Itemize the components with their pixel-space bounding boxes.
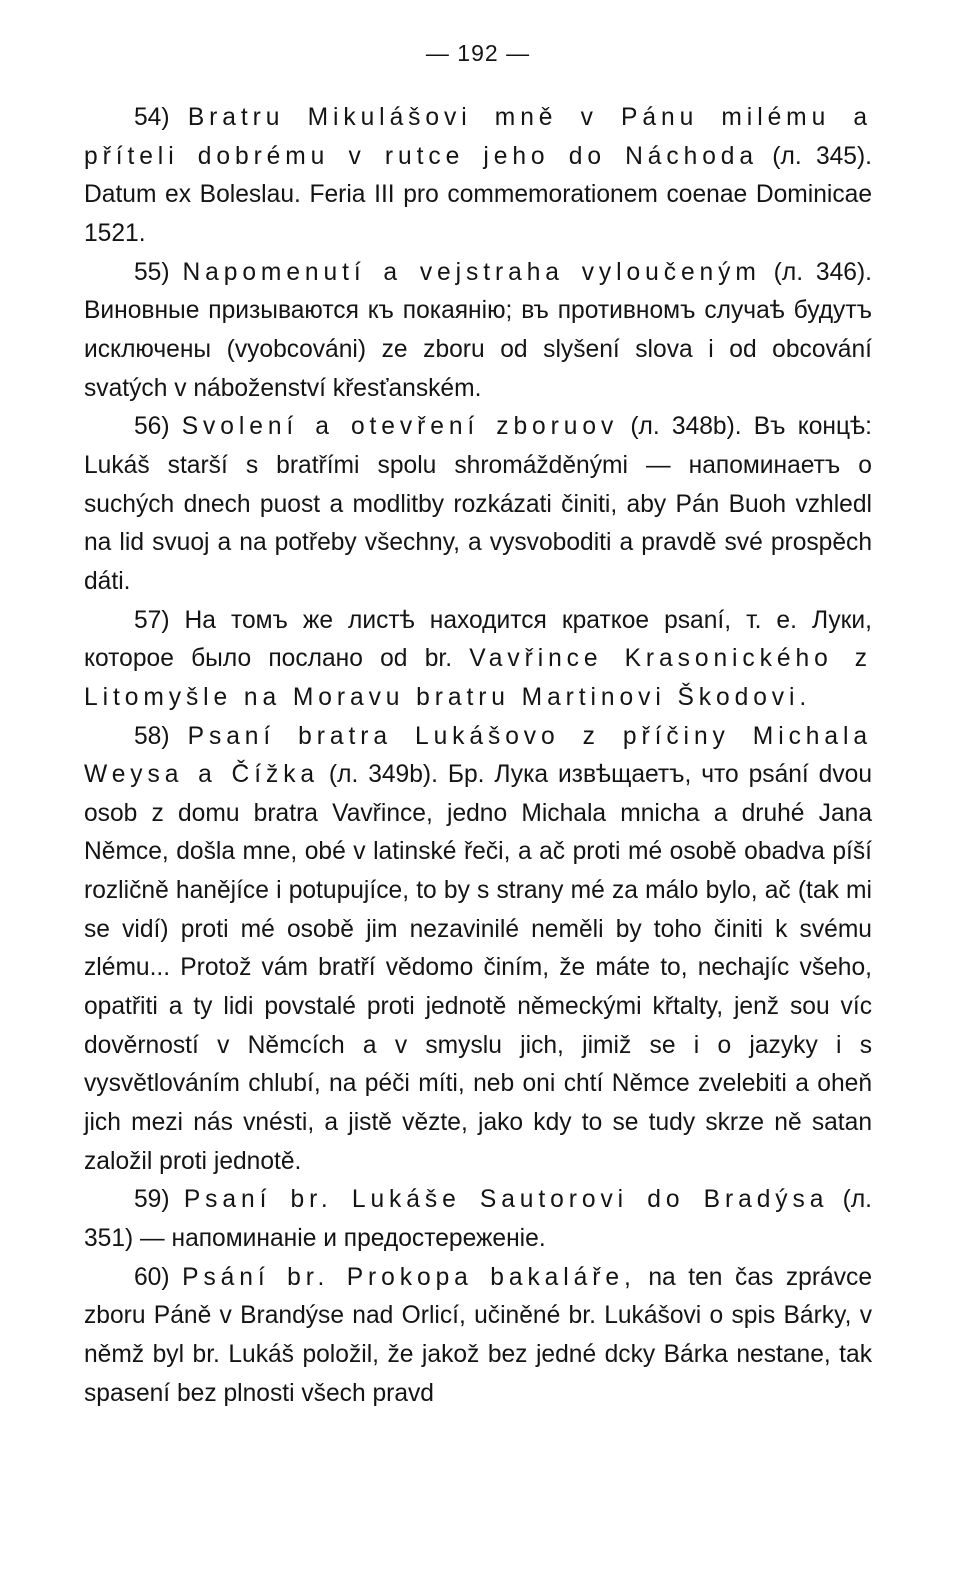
entry-body: (л. 348b). Въ концѣ: Lukáš starší s bratřími spolu shromážděnými — напоминаетъ o suchých dnech puost a modlitby rozkázati činiti, aby Pán Buoh vzhledl na lid svuoj a na potřeby všechny, a vysvoboditi a pravdě své prospěch dáti. — [84, 413, 872, 595]
entry-58 — [84, 718, 872, 1182]
entry-body: (л. 345). Datum ex Boleslau. Feria III pro commemorationem coenae Dominicae 1521. — [84, 142, 873, 247]
entry-number: 54) — [134, 104, 170, 131]
entry-list — [84, 99, 872, 1413]
entry-number: 57) — [134, 606, 170, 634]
entry-number: 60) — [134, 1263, 170, 1291]
entry-heading: Psaní br. Lukáše Sautorovi do Bradýsa — [183, 1186, 829, 1214]
entry-60 — [84, 1259, 872, 1414]
entry-54 — [84, 99, 872, 254]
entry-heading: Psaní bratra Lukášovo z příčiny Michala Weysa a Čížka — [84, 722, 872, 789]
entry-body: . — [799, 683, 807, 711]
entry-56 — [84, 408, 872, 601]
entry-heading: Psání br. Prokopa bakaláře, — [182, 1263, 636, 1291]
entry-heading: Bratru Mikulášovi mně v Pánu milému a příteli dobrému v rutce jeho do Náchoda — [84, 104, 872, 170]
entry-body: (л. 351) — напоминаніе и предостереженіе. — [84, 1186, 872, 1253]
entry-55 — [84, 254, 872, 409]
entry-intro: На томъ же листѣ находится краткое psaní, т. е. Луки, которое было послано od br. — [84, 606, 872, 673]
entry-57 — [84, 602, 872, 718]
page-number: — 192 — — [425, 40, 531, 66]
entry-heading: Svolení a otevření zboruov — [181, 413, 619, 441]
entry-number: 56) — [134, 413, 170, 441]
entry-body: na ten čas zprávce zboru Páně v Brandýse nad Orlicí, učiněné br. Lukášovi o spis Bárky, v němž byl br. Lukáš položil, že jakož bez jedné dcky Bárka nestane, tak spasení bez plnosti všech pravd — [84, 1263, 872, 1407]
entry-number: 55) — [134, 258, 170, 286]
entry-heading: Vavřince Krasonického z Litomyšle na Moravu bratru Martinovi Škodovi — [84, 645, 873, 711]
entry-body: (л. 346). Виновные призываются къ покаянію; въ противномъ случаѣ будутъ исключены (vyobcováni) ze zboru od slyšení slova i od obcování svatých v náboženství křesťanském. — [84, 258, 872, 402]
entry-body: (л. 349b). Бр. Лука извѣщаетъ, что psání dvou osob z domu bratra Vavřince, jedno Michala mnicha a druhé Jana Němce, došla mne, obé v latinské řeči, a ač proti mé osobě obadva píší rozličně hanějíce i potupujíce, to by s strany mé za málo bylo, ač (tak mi se vidí) proti mé osobě jim nezavinilé neměli by toho činiti k svému zlému... Protož vám bratří vědomo činím, že máte to, nechajíc všeho, opatřiti a ty lidi povstalé proti jednotě německými křtalty, jenž sou víc dověrností v Němcích a v smyslu jich, jimiž se i o jazyky i s vysvětlováním chlubí, na péči míti, neb oni chtí Němce zvelebiti a oheň jich mezi nás vnésti, a jistě vězte, jako kdy to se tudy skrze ně satan založil proti jednotě. — [84, 761, 872, 1175]
document-page — [84, 38, 872, 1413]
entry-number: 59) — [134, 1186, 170, 1214]
entry-number: 58) — [134, 722, 170, 750]
entry-59 — [84, 1181, 872, 1258]
entry-heading: Napomenutí a vejstraha vyloučeným — [182, 258, 761, 286]
